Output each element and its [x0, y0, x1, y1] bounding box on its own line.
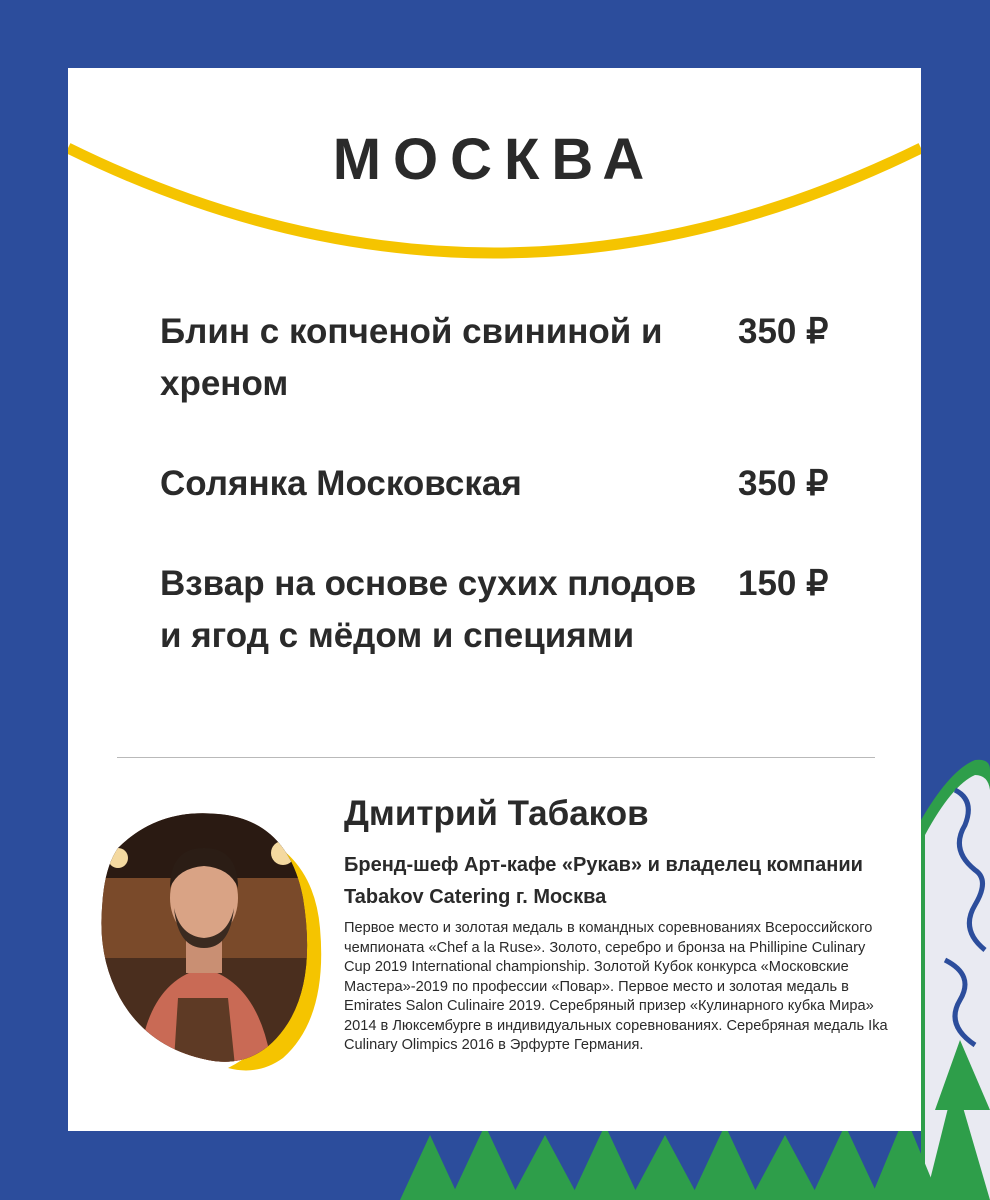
menu-list — [160, 306, 860, 662]
menu-item — [160, 558, 860, 662]
chef-photo — [98, 808, 328, 1076]
chef-bio: Первое место и золотая медаль в командных соревнованиях Всероссийского чемпионата «Chef a la Ruse». Золото, серебро и бронза на Phillipine Culinary Cup 2019 International championship. Золотой Кубок конкурса «Московские Мастера»-2019 по профессии «Повар». Первое место и золотая медаль в Emirates Salon Culinaire 2019. Серебряный призер «Кулинарного кубка Мира» 2014 в Люксембурге в индивидуальных соревнованиях. Серебряная медаль Ika Culinary Olimpics 2016 в Эрфурте Германия. — [344, 920, 888, 1053]
dish-price: 350 ₽ — [738, 312, 829, 351]
menu-item — [160, 306, 860, 410]
dish-price: 350 ₽ — [738, 464, 829, 503]
dish-price: 150 ₽ — [738, 564, 829, 603]
chef-role: Бренд-шеф Арт-кафе «Рукав» и владелец компании Tabakov Catering г. Москва — [344, 854, 863, 908]
dish-name: Взвар на основе сухих плодов и ягод с мёдом и специями — [160, 564, 697, 655]
menu-card — [68, 68, 921, 1131]
page-title: МОСКВА — [332, 127, 657, 192]
menu-item — [160, 458, 860, 510]
dish-name: Блин с копченой свининой и хреном — [160, 312, 663, 403]
chef-name: Дмитрий Табаков — [344, 794, 649, 833]
divider — [117, 757, 875, 758]
dish-name: Солянка Московская — [160, 464, 522, 503]
